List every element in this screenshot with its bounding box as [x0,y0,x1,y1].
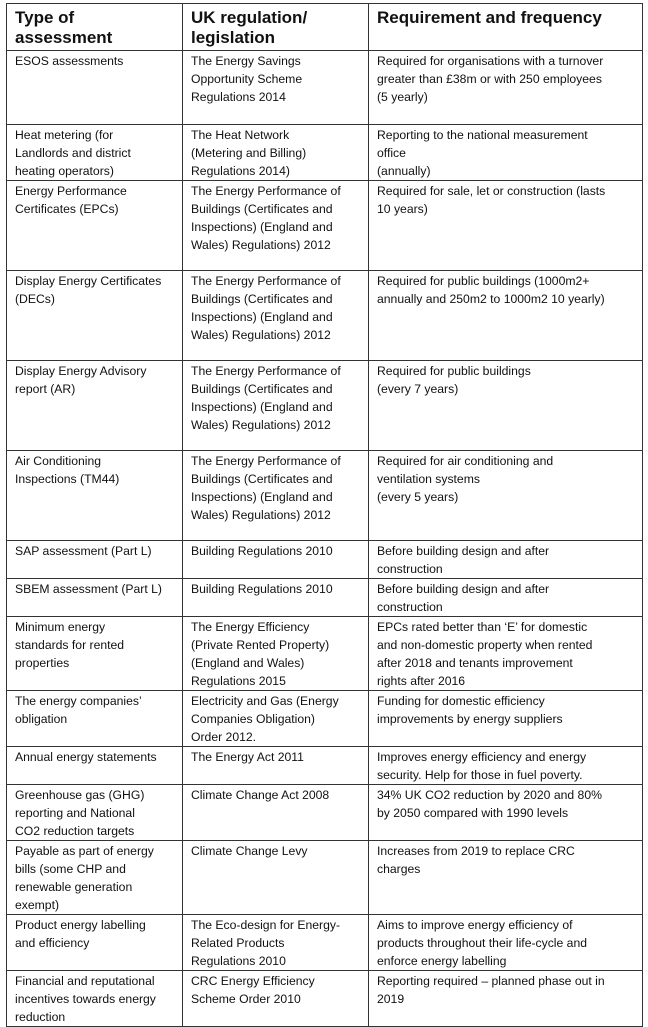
regulation-cell: Climate Change Levy [183,841,369,915]
header-row [7,4,643,51]
regulation-cell: Electricity and Gas (Energy Companies Obligation) Order 2012. [183,691,369,747]
requirement-cell: Reporting to the national measurement office (annually) [369,125,643,181]
requirement-cell: 34% UK CO2 reduction by 2020 and 80% by 2050 compared with 1990 levels [369,785,643,841]
assessment-type-cell: Financial and reputational incentives towards energy reduction [7,971,183,1027]
requirement-cell: Required for public buildings (every 7 years) [369,361,643,451]
assessment-type-cell: SAP assessment (Part L) [7,541,183,579]
assessment-type-cell: SBEM assessment (Part L) [7,579,183,617]
assessment-type-cell: Air Conditioning Inspections (TM44) [7,451,183,541]
requirement-cell: Before building design and after construction [369,541,643,579]
regulation-cell: CRC Energy Efficiency Scheme Order 2010 [183,971,369,1027]
assessment-type-cell: ESOS assessments [7,51,183,125]
regulation-cell: Climate Change Act 2008 [183,785,369,841]
assessment-type-cell: Heat metering (for Landlords and district heating operators) [7,125,183,181]
regulation-cell: The Energy Efficiency (Private Rented Property) (England and Wales) Regulations 2015 [183,617,369,691]
table-row [7,271,643,361]
header-uk-regulation: UK regulation/ legislation [183,4,369,51]
header-requirement-frequency: Requirement and frequency [369,4,643,51]
assessment-type-cell: Minimum energy standards for rented properties [7,617,183,691]
requirement-cell: Reporting required – planned phase out in 2019 [369,971,643,1027]
requirement-cell: Aims to improve energy efficiency of products throughout their life-cycle and enforce energy labelling [369,915,643,971]
requirement-cell: Required for organisations with a turnover greater than £38m or with 250 employees (5 yearly) [369,51,643,125]
regulation-cell: The Eco-design for Energy- Related Products Regulations 2010 [183,915,369,971]
table-row [7,361,643,451]
requirement-cell: Increases from 2019 to replace CRC charges [369,841,643,915]
table-row [7,125,643,181]
assessment-type-cell: Annual energy statements [7,747,183,785]
regulation-cell: Building Regulations 2010 [183,579,369,617]
assessment-type-cell: Greenhouse gas (GHG) reporting and National CO2 reduction targets [7,785,183,841]
requirement-cell: Required for public buildings (1000m2+ annually and 250m2 to 1000m2 10 yearly) [369,271,643,361]
table-row [7,841,643,915]
table-row [7,541,643,579]
table-row [7,691,643,747]
regulation-cell: The Energy Savings Opportunity Scheme Regulations 2014 [183,51,369,125]
table-row [7,971,643,1027]
energy-assessment-table [6,3,643,1027]
table-row [7,51,643,125]
assessment-type-cell: Display Energy Advisory report (AR) [7,361,183,451]
requirement-cell: Required for air conditioning and ventilation systems (every 5 years) [369,451,643,541]
requirement-cell: Required for sale, let or construction (lasts 10 years) [369,181,643,271]
requirement-cell: Funding for domestic efficiency improvements by energy suppliers [369,691,643,747]
header-type-of-assessment: Type of assessment [7,4,183,51]
requirement-cell: EPCs rated better than ‘E’ for domestic and non-domestic property when rented after 2018 and tenants improvement rights after 2016 [369,617,643,691]
assessment-type-cell: Product energy labelling and efficiency [7,915,183,971]
table-row [7,785,643,841]
requirement-cell: Improves energy efficiency and energy security. Help for those in fuel poverty. [369,747,643,785]
table-row [7,181,643,271]
table-row [7,747,643,785]
regulation-cell: The Energy Performance of Buildings (Certificates and Inspections) (England and Wales) Regulations) 2012 [183,271,369,361]
assessment-type-cell: Display Energy Certificates (DECs) [7,271,183,361]
assessment-type-cell: The energy companies’ obligation [7,691,183,747]
regulation-cell: The Energy Performance of Buildings (Certificates and Inspections) (England and Wales) Regulations) 2012 [183,361,369,451]
assessment-type-cell: Energy Performance Certificates (EPCs) [7,181,183,271]
table-row [7,617,643,691]
regulation-cell: The Energy Act 2011 [183,747,369,785]
table-row [7,915,643,971]
table-row [7,451,643,541]
regulation-cell: The Energy Performance of Buildings (Certificates and Inspections) (England and Wales) Regulations) 2012 [183,451,369,541]
regulation-cell: The Energy Performance of Buildings (Certificates and Inspections) (England and Wales) Regulations) 2012 [183,181,369,271]
regulation-cell: The Heat Network (Metering and Billing) Regulations 2014) [183,125,369,181]
regulation-cell: Building Regulations 2010 [183,541,369,579]
table-row [7,579,643,617]
requirement-cell: Before building design and after construction [369,579,643,617]
assessment-type-cell: Payable as part of energy bills (some CHP and renewable generation exempt) [7,841,183,915]
